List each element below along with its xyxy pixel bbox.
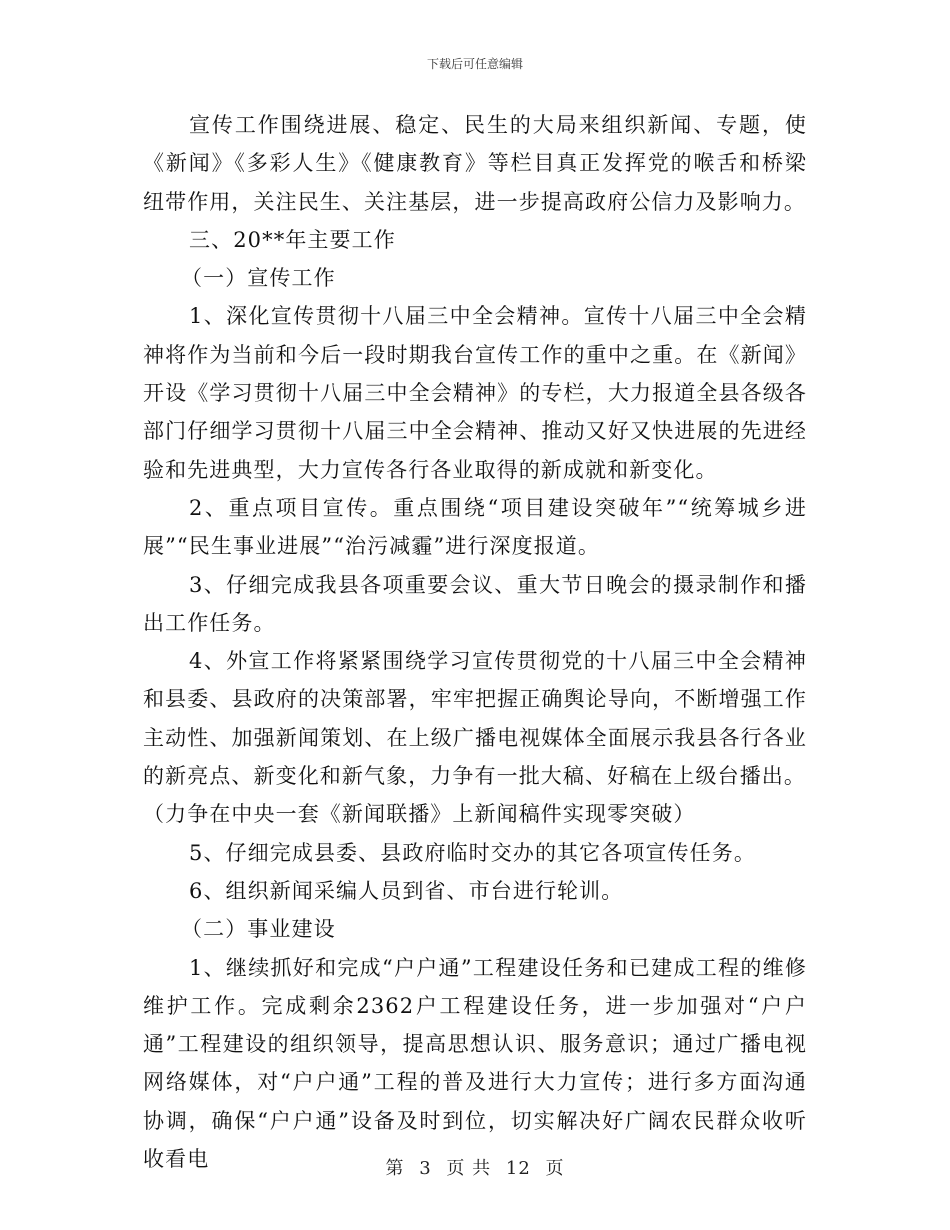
header-note: 下载后可任意编辑: [426, 57, 523, 71]
total-pages-number: 12: [505, 1158, 531, 1179]
paragraph-note: （力争在中央一套《新闻联播》上新闻稿件实现零突破）: [143, 802, 696, 827]
paragraph: 宣传工作围绕进展、稳定、民生的大局来组织新闻、专题，使《新闻》《多彩人生》《健康教育》等栏目真正发挥党的喉舌和桥梁纽带作用，关注民生、关注基层，进一步提高政府公信力及影响力。: [143, 113, 807, 214]
list-item: 1、深化宣传贯彻十八届三中全会精神。宣传十八届三中全会精神将作为当前和今后一段时期我台宣传工作的重中之重。在《新闻》开设《学习贯彻十八届三中全会精神》的专栏，大力报道全县各级各部门仔细学习贯彻十八届三中全会精神、推动又好又快进展的先进经验和先进典型，大力宣传各行各业取得的新成就和新变化。: [143, 304, 807, 482]
subsection-heading: （一）宣传工作: [181, 266, 336, 291]
list-item: 2、重点项目宣传。重点围绕“项目建设突破年”“统筹城乡进展”“民生事业进展”“治污减霾”进行深度报道。: [143, 495, 807, 559]
footer-middle: 页 共: [446, 1158, 492, 1179]
page-footer: [0, 1154, 950, 1180]
list-item: 4、外宣工作将紧紧围绕学习宣传贯彻党的十八届三中全会精神和县委、县政府的决策部署，牢牢把握正确舆论导向，不断增强工作主动性、加强新闻策划、在上级广播电视媒体全面展示我县各行各业的新亮点、新变化和新气象，力争有一批大稿、好稿在上级台播出。: [143, 649, 807, 789]
document-body: [143, 106, 807, 1178]
footer-prefix: 第: [385, 1158, 405, 1179]
list-item: 1、继续抓好和完成“户户通”工程建设任务和已建成工程的维修维护工作。完成剩余2362户工程建设任务，进一步加强对“户户通”工程建设的组织领导，提高思想认识、服务意识；通过广播电视网络媒体，对“户户通”工程的普及进行大力宣传；进行多方面沟通协调，确保“户户通”设备及时到位，切实解决好广阔农民群众收听收看电: [143, 955, 807, 1172]
list-item: 5、仔细完成县委、县政府临时交办的其它各项宣传任务。: [189, 840, 756, 865]
section-heading: 三、20**年主要工作: [189, 227, 396, 252]
subsection-heading: （二）事业建设: [181, 917, 336, 942]
footer-suffix: 页: [545, 1158, 565, 1179]
list-item: 3、仔细完成我县各项重要会议、重大节日晚会的摄录制作和播出工作任务。: [143, 572, 807, 635]
list-item: 6、组织新闻采编人员到省、市台进行轮训。: [189, 878, 624, 903]
current-page-number: 3: [419, 1158, 432, 1179]
